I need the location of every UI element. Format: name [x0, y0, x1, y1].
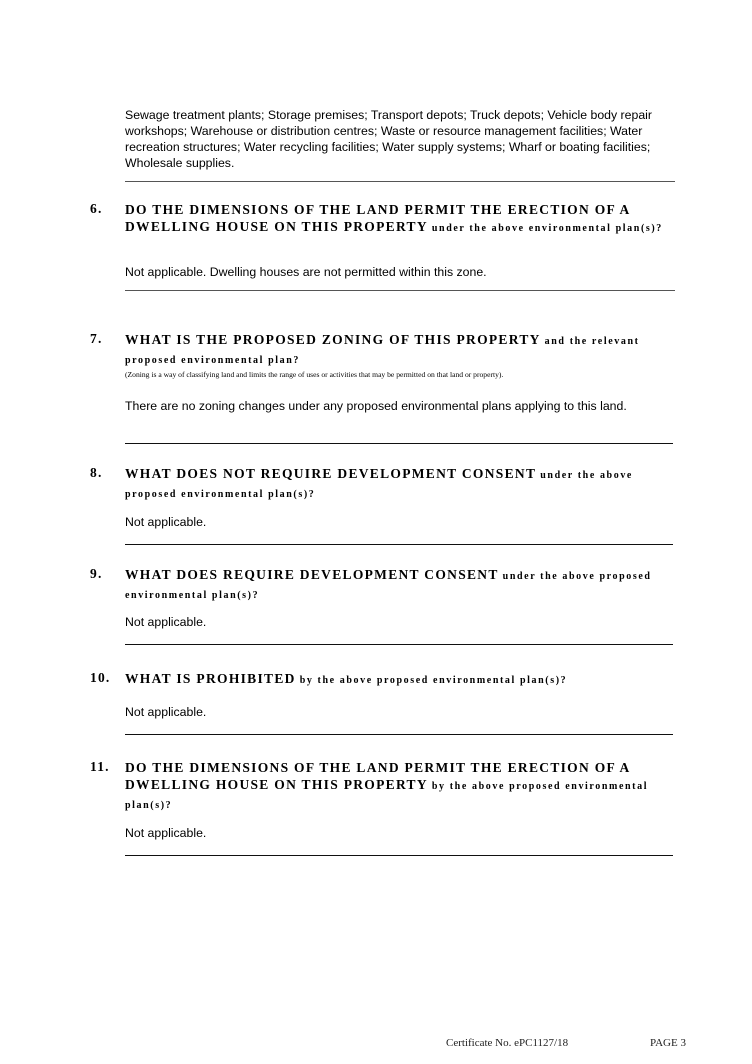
section-divider	[125, 855, 673, 856]
section-heading: WHAT IS THE PROPOSED ZONING OF THIS PROPERTY	[125, 332, 541, 347]
section-divider	[125, 443, 673, 444]
section-question	[125, 331, 673, 380]
section-divider	[125, 734, 673, 735]
section-subheading: by the above proposed environmental plan(s)?	[299, 675, 568, 686]
section-subheading: under the above environmental plan(s)?	[431, 223, 663, 234]
section-question	[125, 465, 673, 503]
section-8-answer: Not applicable.	[125, 515, 207, 529]
section-question	[125, 201, 673, 237]
certificate-number: Certificate No. ePC1127/18	[446, 1037, 569, 1049]
permitted-uses-text: Sewage treatment plants; Storage premises; Transport depots; Truck depots; Vehicle body repair workshops; Warehouse or distribution centres; Waste or resource management facilities; Water recreation structures; Water recycling facilities; Water supply systems; Wharf or boating facilities; Wholesale supplies.	[125, 108, 653, 170]
section-divider	[125, 181, 675, 182]
section-7-answer: There are no zoning changes under any proposed environmental plans applying to this land.	[125, 399, 627, 413]
section-question	[125, 759, 673, 814]
page-number: PAGE 3	[650, 1037, 686, 1049]
section-divider	[125, 290, 675, 291]
section-number: 8.	[90, 465, 103, 480]
section-number: 7.	[90, 331, 103, 346]
section-9-answer: Not applicable.	[125, 615, 207, 629]
section-number: 6.	[90, 201, 103, 216]
section-divider	[125, 644, 673, 645]
section-heading: WHAT DOES NOT REQUIRE DEVELOPMENT CONSENT	[125, 466, 537, 481]
section-subheading: under the above proposed environmental plan(s)?	[125, 470, 633, 500]
section-subheading: under the above proposed environmental plan(s)?	[125, 571, 652, 601]
section-subheading: and the relevant proposed environmental plan?	[125, 336, 640, 366]
section-10-answer: Not applicable.	[125, 705, 207, 719]
section-11-answer: Not applicable.	[125, 826, 207, 840]
section-question	[125, 670, 673, 689]
section-number: 11.	[90, 759, 110, 774]
section-6-answer: Not applicable. Dwelling houses are not permitted within this zone.	[125, 265, 487, 279]
zoning-note: (Zoning is a way of classifying land and limits the range of uses or activities that may be permitted on that land or property).	[125, 370, 504, 379]
section-heading: DO THE DIMENSIONS OF THE LAND PERMIT THE ERECTION OF A DWELLING HOUSE ON THIS PROPERTY	[125, 760, 630, 792]
section-question	[125, 566, 673, 604]
section-divider	[125, 544, 673, 545]
section-number: 10.	[90, 670, 111, 685]
section-heading: WHAT IS PROHIBITED	[125, 671, 296, 686]
section-heading: WHAT DOES REQUIRE DEVELOPMENT CONSENT	[125, 567, 499, 582]
section-number: 9.	[90, 566, 103, 581]
section-subheading: by the above proposed environmental plan(s)?	[125, 781, 649, 811]
section-heading: DO THE DIMENSIONS OF THE LAND PERMIT THE ERECTION OF A DWELLING HOUSE ON THIS PROPERTY	[125, 202, 630, 234]
